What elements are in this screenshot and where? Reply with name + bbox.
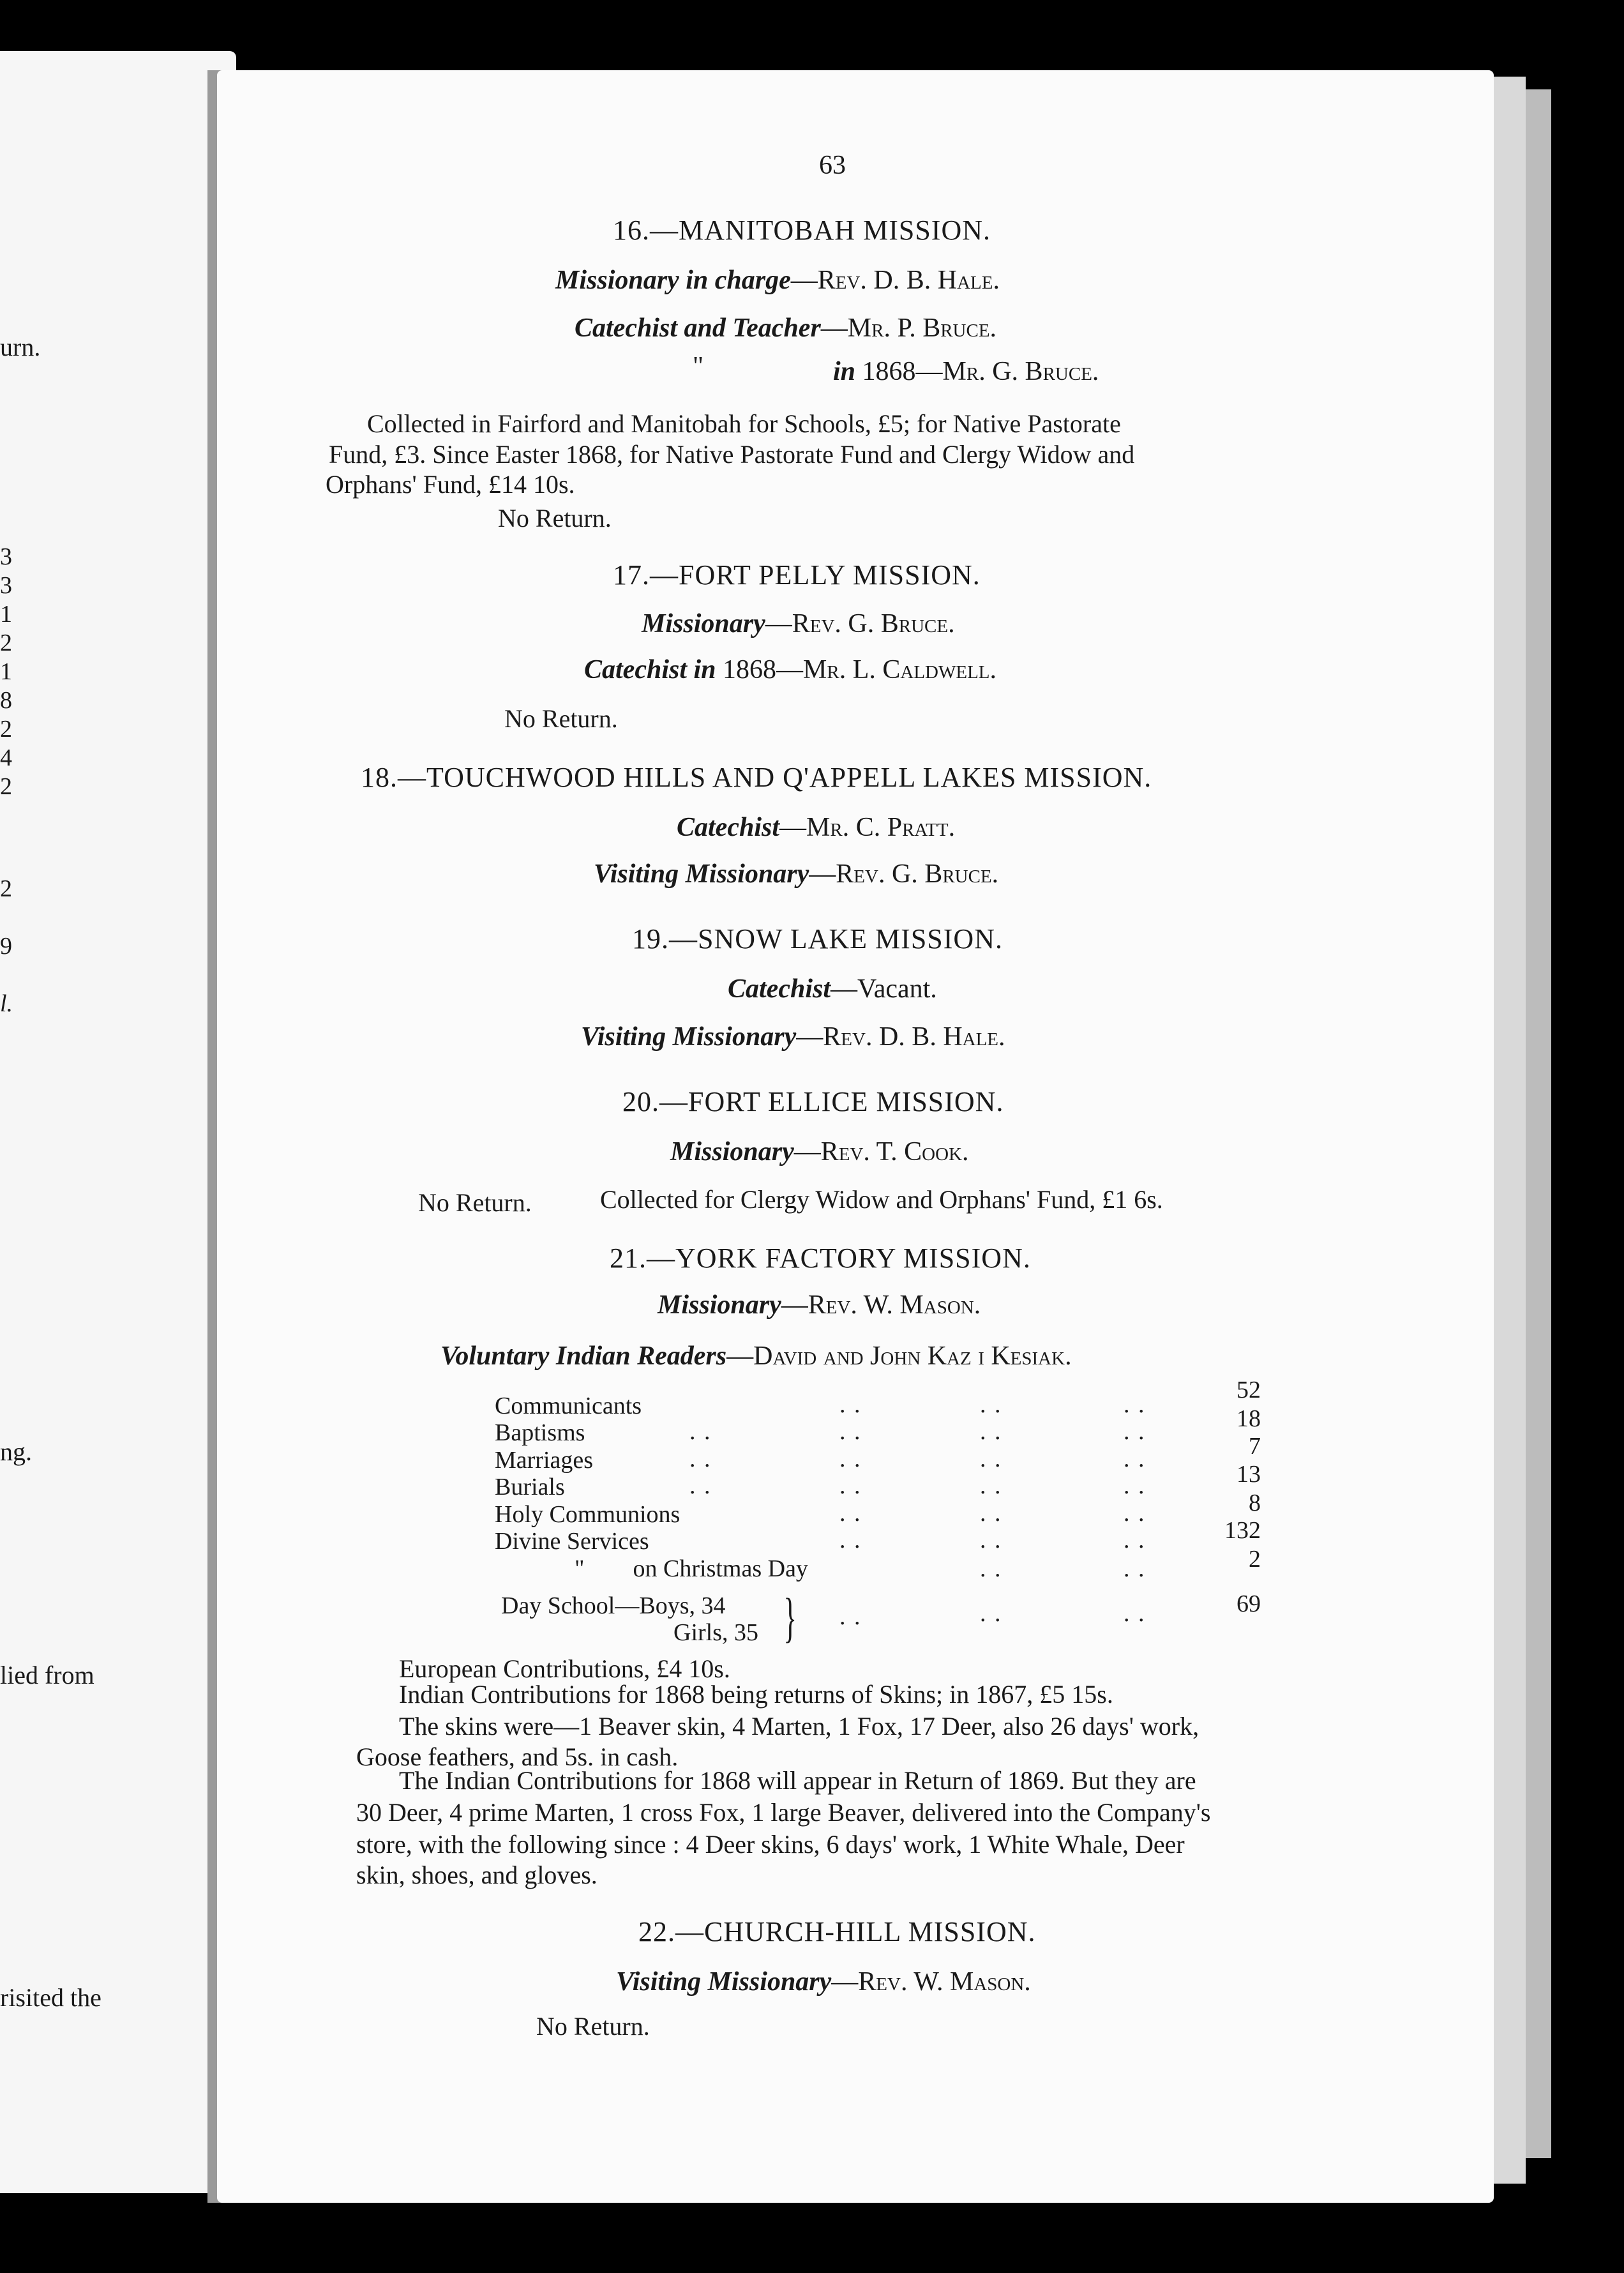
person-name: —Vacant. bbox=[831, 974, 937, 1004]
left-text-fragment: urn. bbox=[0, 333, 41, 361]
role-line bbox=[555, 265, 1000, 296]
role-line bbox=[658, 1290, 981, 1320]
no-return: No Return. bbox=[536, 2012, 650, 2041]
person-name: —Mr. P. Bruce. bbox=[820, 313, 997, 343]
ditto-mark: " bbox=[693, 352, 704, 381]
page-edge bbox=[1522, 89, 1551, 2158]
school-label: Day School—Boys, 34 bbox=[501, 1592, 726, 1619]
paragraph-line: Goose feathers, and 5s. in cash. bbox=[356, 1742, 679, 1771]
role-line bbox=[642, 608, 955, 639]
leader-dots: . . bbox=[1124, 1418, 1146, 1445]
leader-dots: . . bbox=[980, 1446, 1002, 1472]
leader-dots: . . bbox=[980, 1555, 1002, 1582]
leader-dots: . . bbox=[839, 1391, 862, 1418]
no-return: No Return. bbox=[418, 1188, 532, 1217]
page-number: 63 bbox=[819, 151, 846, 180]
section-heading: 21.—YORK FACTORY MISSION. bbox=[610, 1242, 1031, 1274]
person-name: —Rev. G. Bruce. bbox=[809, 859, 999, 889]
stat-value: 13 bbox=[1237, 1461, 1261, 1488]
paragraph-line: 30 Deer, 4 prime Marten, 1 cross Fox, 1 large Beaver, delivered into the Company's bbox=[356, 1798, 1211, 1827]
paragraph-line: Fund, £3. Since Easter 1868, for Native Pastorate Fund and Clergy Widow and bbox=[329, 440, 1135, 469]
section-heading: 16.—MANITOBAH MISSION. bbox=[613, 215, 991, 246]
left-text-fragment: risited the bbox=[0, 1983, 102, 2012]
stat-value: 7 bbox=[1249, 1433, 1261, 1460]
leader-dots: . . bbox=[839, 1603, 862, 1630]
stat-label: Communicants bbox=[495, 1393, 642, 1419]
role-line bbox=[584, 654, 996, 685]
paragraph-line: skin, shoes, and gloves. bbox=[356, 1861, 598, 1889]
leader-dots: . . bbox=[1124, 1527, 1146, 1553]
section-heading: 22.—CHURCH-HILL MISSION. bbox=[638, 1916, 1036, 1947]
leader-dots: . . bbox=[1124, 1500, 1146, 1527]
left-facing-page bbox=[0, 51, 236, 2193]
brace-icon: } bbox=[783, 1587, 797, 1648]
left-digit: 3 bbox=[0, 572, 12, 599]
stat-value: 18 bbox=[1237, 1405, 1261, 1432]
person-name: —Rev. W. Mason. bbox=[831, 1967, 1031, 1997]
leader-dots: . . bbox=[839, 1527, 862, 1553]
leader-dots: . . bbox=[980, 1391, 1002, 1418]
left-digit: 2 bbox=[0, 716, 12, 743]
leader-dots: . . bbox=[980, 1527, 1002, 1553]
stat-value: 52 bbox=[1237, 1377, 1261, 1403]
leader-dots: . . bbox=[1124, 1472, 1146, 1499]
person-name: —Rev. T. Cook. bbox=[793, 1137, 969, 1167]
role-label: Catechist bbox=[728, 974, 831, 1004]
book-page bbox=[217, 70, 1494, 2203]
leader-dots: . . bbox=[980, 1472, 1002, 1499]
section-heading: 19.—SNOW LAKE MISSION. bbox=[632, 923, 1003, 955]
leader-dots: . . bbox=[839, 1446, 862, 1472]
paragraph-line: Indian Contributions for 1868 being returns of Skins; in 1867, £5 15s. bbox=[399, 1680, 1113, 1709]
paragraph-line: Orphans' Fund, £14 10s. bbox=[326, 470, 575, 499]
leader-dots: . . bbox=[1124, 1555, 1146, 1582]
left-digit: 8 bbox=[0, 687, 12, 714]
left-digit: 2 bbox=[0, 630, 12, 656]
leader-dots: . . bbox=[839, 1500, 862, 1527]
leader-dots: . . bbox=[689, 1472, 712, 1499]
stat-label: Holy Communions bbox=[495, 1501, 680, 1528]
role-label: Voluntary Indian Readers bbox=[440, 1341, 727, 1371]
paragraph-line: store, with the following since : 4 Deer skins, 6 days' work, 1 White Whale, Deer bbox=[356, 1830, 1185, 1859]
left-digit: 3 bbox=[0, 543, 12, 570]
role-label: in bbox=[833, 357, 856, 386]
section-heading: 17.—FORT PELLY MISSION. bbox=[613, 559, 981, 591]
left-digit: 1 bbox=[0, 601, 12, 628]
person-name: —Rev. G. Bruce. bbox=[765, 609, 955, 638]
no-return: No Return. bbox=[504, 704, 618, 733]
left-digit: 1 bbox=[0, 658, 12, 685]
role-label: Catechist and Teacher bbox=[575, 313, 821, 343]
left-digit: 9 bbox=[0, 933, 12, 960]
person-name: —David and John Kaz i Kesiak. bbox=[726, 1341, 1072, 1371]
paragraph-line: Collected in Fairford and Manitobah for Schools, £5; for Native Pastorate bbox=[367, 409, 1121, 438]
person-name: 1868—Mr. L. Caldwell. bbox=[723, 655, 997, 684]
stat-value: 2 bbox=[1249, 1546, 1261, 1573]
section-heading: 20.—FORT ELLICE MISSION. bbox=[622, 1086, 1004, 1117]
role-line bbox=[677, 812, 955, 843]
stat-value: 8 bbox=[1249, 1490, 1261, 1516]
role-line bbox=[594, 859, 998, 889]
stat-label: Marriages bbox=[495, 1447, 594, 1474]
role-label: Missionary bbox=[670, 1137, 794, 1167]
stat-label: " on Christmas Day bbox=[575, 1555, 808, 1582]
left-italic-fragment: l. bbox=[0, 990, 13, 1017]
role-label: Missionary bbox=[642, 609, 765, 638]
stat-value: 69 bbox=[1237, 1590, 1261, 1617]
left-text-fragment: lied from bbox=[0, 1661, 94, 1689]
role-label: Visiting Missionary bbox=[616, 1967, 832, 1997]
role-label: Catechist in bbox=[584, 655, 716, 684]
role-label: Visiting Missionary bbox=[581, 1022, 797, 1052]
role-label: Visiting Missionary bbox=[594, 859, 809, 889]
no-return: No Return. bbox=[498, 504, 612, 532]
leader-dots: . . bbox=[980, 1600, 1002, 1627]
paragraph-line: European Contributions, £4 10s. bbox=[399, 1654, 730, 1683]
paragraph-line: Collected for Clergy Widow and Orphans' Fund, £1 6s. bbox=[600, 1185, 1163, 1214]
stat-label: Divine Services bbox=[495, 1528, 649, 1555]
stat-value: 132 bbox=[1224, 1517, 1261, 1544]
role-label: Missionary bbox=[658, 1290, 781, 1320]
leader-dots: . . bbox=[1124, 1446, 1146, 1472]
leader-dots: . . bbox=[1124, 1391, 1146, 1418]
role-line bbox=[616, 1967, 1031, 1997]
paragraph-line: The Indian Contributions for 1868 will appear in Return of 1869. But they are bbox=[399, 1766, 1196, 1795]
left-text-fragment: ng. bbox=[0, 1437, 32, 1466]
role-label: Catechist bbox=[677, 813, 780, 842]
left-digit: 2 bbox=[0, 875, 12, 902]
role-line bbox=[440, 1341, 1072, 1371]
paragraph-line: The skins were—1 Beaver skin, 4 Marten, 1 Fox, 17 Deer, also 26 days' work, bbox=[399, 1712, 1199, 1741]
left-digit: 2 bbox=[0, 773, 12, 800]
leader-dots: . . bbox=[689, 1446, 712, 1472]
person-name: —Mr. C. Pratt. bbox=[779, 813, 956, 842]
person-name: 1868—Mr. G. Bruce. bbox=[862, 357, 1099, 386]
leader-dots: . . bbox=[839, 1472, 862, 1499]
role-line bbox=[581, 1022, 1005, 1052]
section-heading: 18.—TOUCHWOOD HILLS AND Q'APPELL LAKES MISSION. bbox=[361, 762, 1152, 793]
person-name: —Rev. W. Mason. bbox=[781, 1290, 981, 1320]
role-label: Missionary in charge bbox=[555, 266, 791, 295]
leader-dots: . . bbox=[980, 1500, 1002, 1527]
stat-label: Burials bbox=[495, 1474, 565, 1500]
role-line bbox=[670, 1136, 969, 1167]
role-line bbox=[728, 974, 937, 1004]
person-name: —Rev. D. B. Hale. bbox=[790, 266, 1000, 295]
stat-label: Baptisms bbox=[495, 1419, 585, 1446]
left-digit: 4 bbox=[0, 744, 12, 771]
role-line bbox=[575, 313, 996, 344]
school-girls: Girls, 35 bbox=[673, 1619, 758, 1646]
person-name: —Rev. D. B. Hale. bbox=[796, 1022, 1005, 1052]
leader-dots: . . bbox=[689, 1418, 712, 1445]
role-line bbox=[833, 356, 1099, 387]
leader-dots: . . bbox=[839, 1418, 862, 1445]
leader-dots: . . bbox=[980, 1418, 1002, 1445]
leader-dots: . . bbox=[1124, 1600, 1146, 1627]
